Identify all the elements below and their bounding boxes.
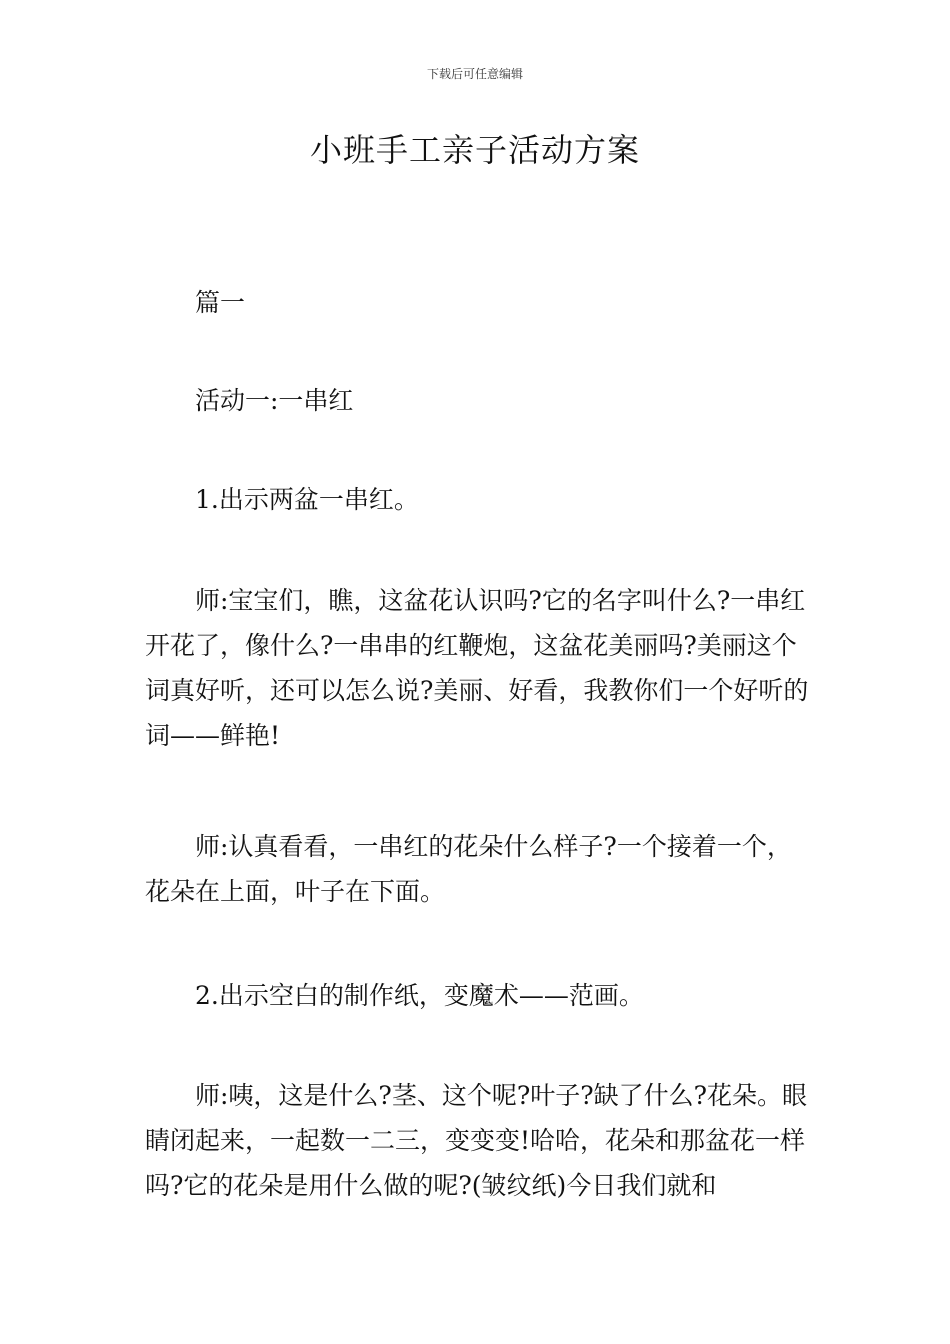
header-note: 下载后可任意编辑	[426, 67, 523, 81]
teacher-dialog-paragraph-3: 师:咦，这是什么?茎、这个呢?叶子?缺了什么?花朵。眼睛闭起来，一起数一二三，变变变!哈哈，花朵和那盆花一样吗?它的花朵是用什么做的呢?(皱纹纸)今日我们就和	[145, 1081, 808, 1200]
teacher-dialog-paragraph-2: 师:认真看看，一串红的花朵什么样子?一个接着一个，花朵在上面，叶子在下面。	[145, 832, 792, 906]
step-two-paragraph: 2.出示空白的制作纸，变魔术——范画。	[195, 981, 644, 1010]
teacher-dialog-paragraph-1: 师:宝宝们，瞧，这盆花认识吗?它的名字叫什么?一串红开花了，像什么?一串串的红鞭炮，这盆花美丽吗?美丽这个词真好听，还可以怎么说?美丽、好看，我教你们一个好听的词——鲜艳!	[145, 586, 809, 750]
document-title: 小班手工亲子活动方案	[309, 131, 640, 169]
step-one-paragraph: 1.出示两盆一串红。	[195, 485, 419, 514]
section-heading: 篇一	[195, 288, 246, 317]
activity-heading: 活动一:一串红	[195, 386, 354, 415]
